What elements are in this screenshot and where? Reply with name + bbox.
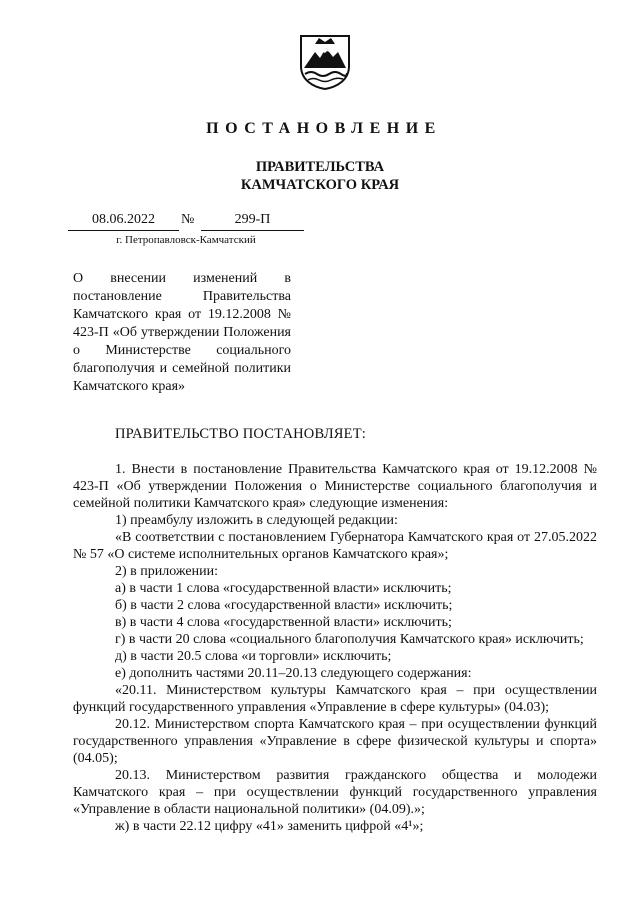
document-subject: О внесении изменений в постановление Правительства Камчатского края от 19.12.2008 № 423-П «Об утверждении Положения о Министерстве социального благополучия и семейной политики Камчатского края» (73, 271, 291, 394)
paragraph: б) в части 2 слова «государственной власти» исключить; (115, 598, 453, 613)
document-title: ПОСТАНОВЛЕНИЕ (206, 120, 442, 137)
paragraph: 1) преамбулу изложить в следующей редакции: (115, 513, 398, 528)
paragraph: «В соответствии с постановлением Губернатора Камчатского края от 27.05.2022 № 57 «О системе исполнительных органов Камчатского края»; (73, 530, 597, 562)
paragraph: г) в части 20 слова «социального благополучия Камчатского края» исключить; (115, 632, 584, 647)
document-date: 08.06.2022 (68, 212, 179, 231)
paragraph: в) в части 4 слова «государственной власти» исключить; (115, 615, 452, 630)
paragraph: 20.12. Министерством спорта Камчатского края – при осуществлении функций государственного управления «Управление в сфере физической культуры и спорта» (04.05); (73, 717, 597, 766)
paragraph: 1. Внести в постановление Правительства Камчатского края от 19.12.2008 № 423-П «Об утверждении Положения о Министерстве социального благополучия и семейной политики Камчатского края» следующие изменения: (73, 462, 597, 511)
paragraph: «20.11. Министерством культуры Камчатского края – при осуществлении функций государственного управления «Управление в сфере культуры» (04.03); (73, 683, 597, 715)
decrees-heading: ПРАВИТЕЛЬСТВО ПОСТАНОВЛЯЕТ: (115, 426, 367, 442)
authority-line-2: КАМЧАТСКОГО КРАЯ (240, 177, 400, 193)
issuing-authority (0, 158, 640, 194)
number-sign: № (181, 212, 195, 227)
kamchatka-coat-of-arms-icon (297, 32, 353, 90)
paragraph: е) дополнить частями 20.11–20.13 следующего содержания: (115, 666, 472, 681)
paragraph: 2) в приложении: (115, 564, 218, 579)
paragraph: ж) в части 22.12 цифру «41» заменить цифрой «4¹»; (115, 819, 424, 834)
authority-line-1: ПРАВИТЕЛЬСТВА (255, 159, 385, 175)
paragraph: 20.13. Министерством развития гражданского общества и молодежи Камчатского края – при осуществлении функций государственного управления «Управление в области национальной политики» (04.09).»; (73, 768, 597, 817)
document-number: 299-П (201, 212, 304, 231)
document-body (73, 461, 597, 835)
document-city: г. Петропавловск-Камчатский (116, 234, 256, 246)
paragraph: д) в части 20.5 слова «и торговли» исключить; (115, 649, 392, 664)
paragraph: а) в части 1 слова «государственной власти» исключить; (115, 581, 452, 596)
